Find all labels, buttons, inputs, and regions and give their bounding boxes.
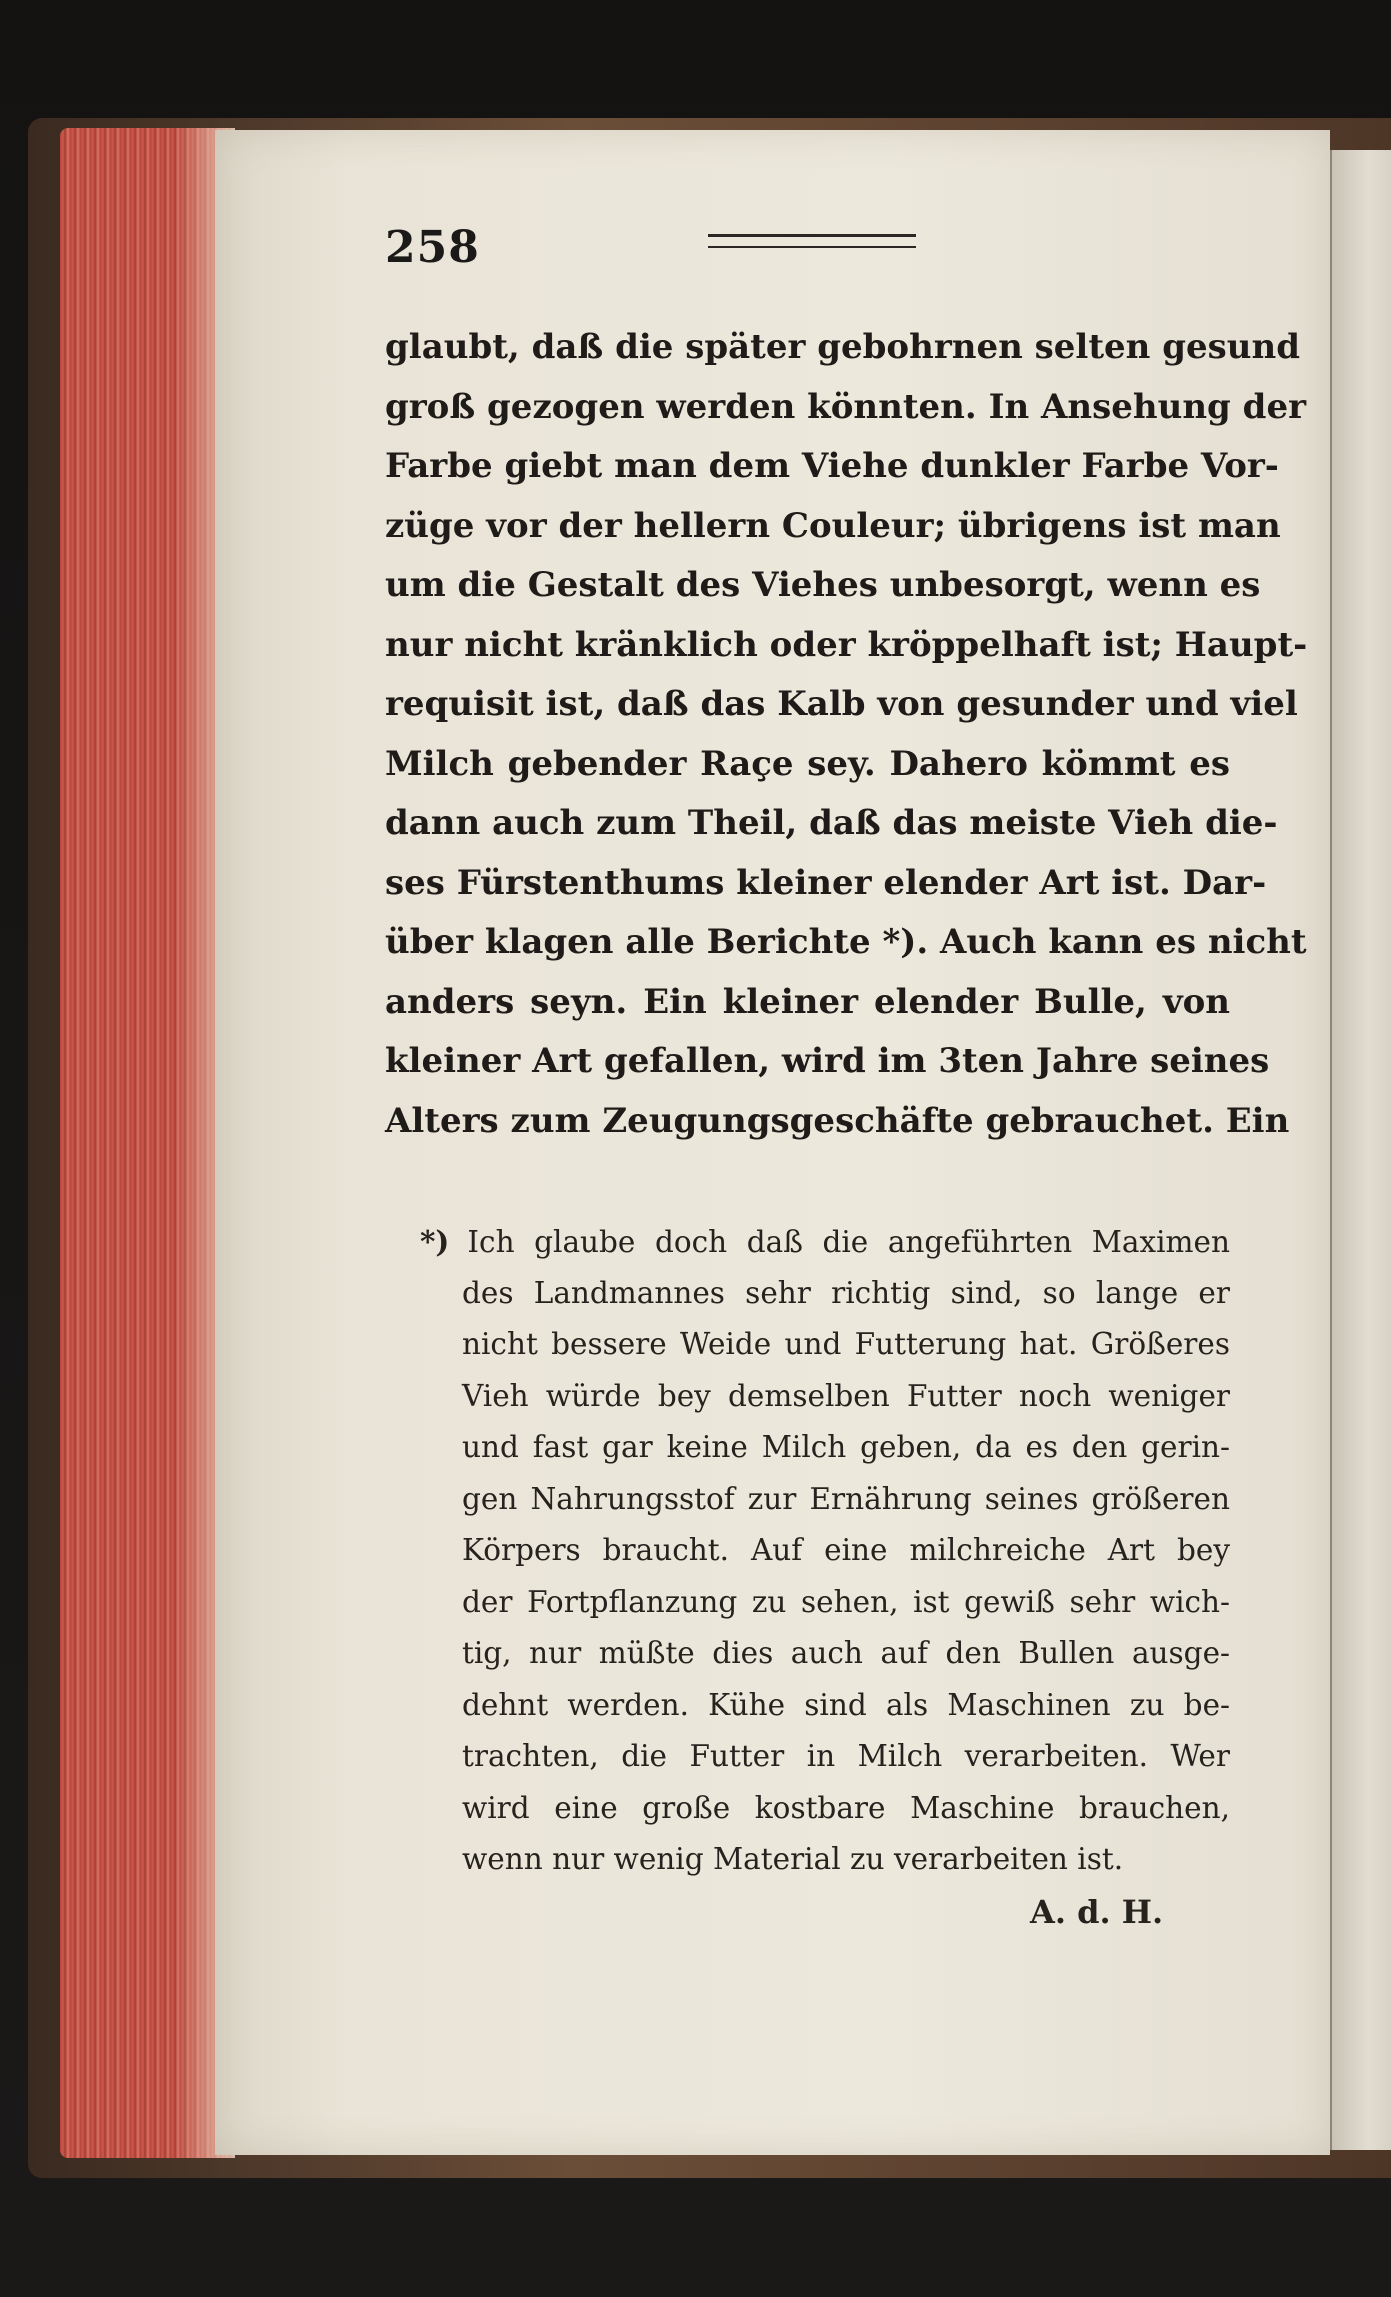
footnote-line: und fast gar keine Milch geben, da es den gerin- bbox=[462, 1430, 1230, 1464]
footnote-line: wenn nur wenig Material zu verarbeiten ist. bbox=[462, 1842, 1124, 1876]
footnote-line: Vieh würde bey demselben Futter noch weniger bbox=[462, 1378, 1230, 1413]
text-line: züge vor der hellern Couleur; übrigens ist man bbox=[385, 505, 1281, 546]
text-line: um die Gestalt des Viehes unbesorgt, wenn es bbox=[385, 565, 1261, 605]
footnote bbox=[420, 1216, 1230, 1886]
footnote-line: trachten, die Futter in Milch verarbeiten. Wer bbox=[462, 1739, 1230, 1773]
text-line: nur nicht kränklich oder kröppelhaft ist; Haupt- bbox=[385, 624, 1308, 665]
footnote-signature: A. d. H. bbox=[1030, 1893, 1164, 1931]
text-line: über klagen alle Berichte *). Auch kann es nicht bbox=[385, 922, 1307, 962]
footnote-line: Körpers braucht. Auf eine milchreiche Art bey bbox=[462, 1533, 1230, 1567]
header-rule bbox=[708, 234, 916, 248]
footnote-line: gen Nahrungsstof zur Ernährung seines größeren bbox=[462, 1481, 1230, 1516]
text-line: Milch gebender Raçe sey. Dahero kömmt es bbox=[385, 743, 1230, 784]
footnote-line: wird eine große kostbare Maschine brauchen, bbox=[462, 1790, 1230, 1825]
text-line: Farbe giebt man dem Viehe dunkler Farbe Vor- bbox=[385, 446, 1279, 486]
text-line: requisit ist, daß das Kalb von gesunder und viel bbox=[385, 684, 1298, 724]
text-line: ses Fürstenthums kleiner elender Art ist. Dar- bbox=[385, 862, 1267, 903]
text-line: glaubt, daß die später gebohrnen selten gesund bbox=[385, 327, 1300, 367]
text-line: dann auch zum Theil, daß das meiste Vieh die- bbox=[385, 803, 1278, 843]
footnote-line: tig, nur müßte dies auch auf den Bullen ausge- bbox=[462, 1636, 1230, 1670]
main-text bbox=[385, 318, 1308, 1151]
page-number: 258 bbox=[385, 222, 480, 273]
facing-page-edge bbox=[1330, 150, 1391, 2150]
text-line: kleiner Art gefallen, wird im 3ten Jahre seines bbox=[385, 1041, 1270, 1081]
footnote-line: nicht bessere Weide und Futterung hat. Größeres bbox=[462, 1327, 1230, 1361]
footnote-line: des Landmannes sehr richtig sind, so lange er bbox=[462, 1275, 1230, 1310]
footnote-first-line bbox=[420, 1216, 1230, 1268]
footnote-marker: *) bbox=[420, 1224, 450, 1259]
footnote-line: der Fortpflanzung zu sehen, ist gewiß sehr wich- bbox=[462, 1584, 1230, 1619]
text-line: groß gezogen werden könnten. In Ansehung der bbox=[385, 386, 1306, 427]
text-line: anders seyn. Ein kleiner elender Bulle, von bbox=[385, 981, 1230, 1022]
footnote-line: dehnt werden. Kühe sind als Maschinen zu be- bbox=[462, 1687, 1230, 1722]
footnote-line: Ich glaube doch daß die angeführten Maximen bbox=[467, 1225, 1230, 1259]
text-line: Alters zum Zeugungsgeschäfte gebrauchet. Ein bbox=[385, 1100, 1290, 1141]
